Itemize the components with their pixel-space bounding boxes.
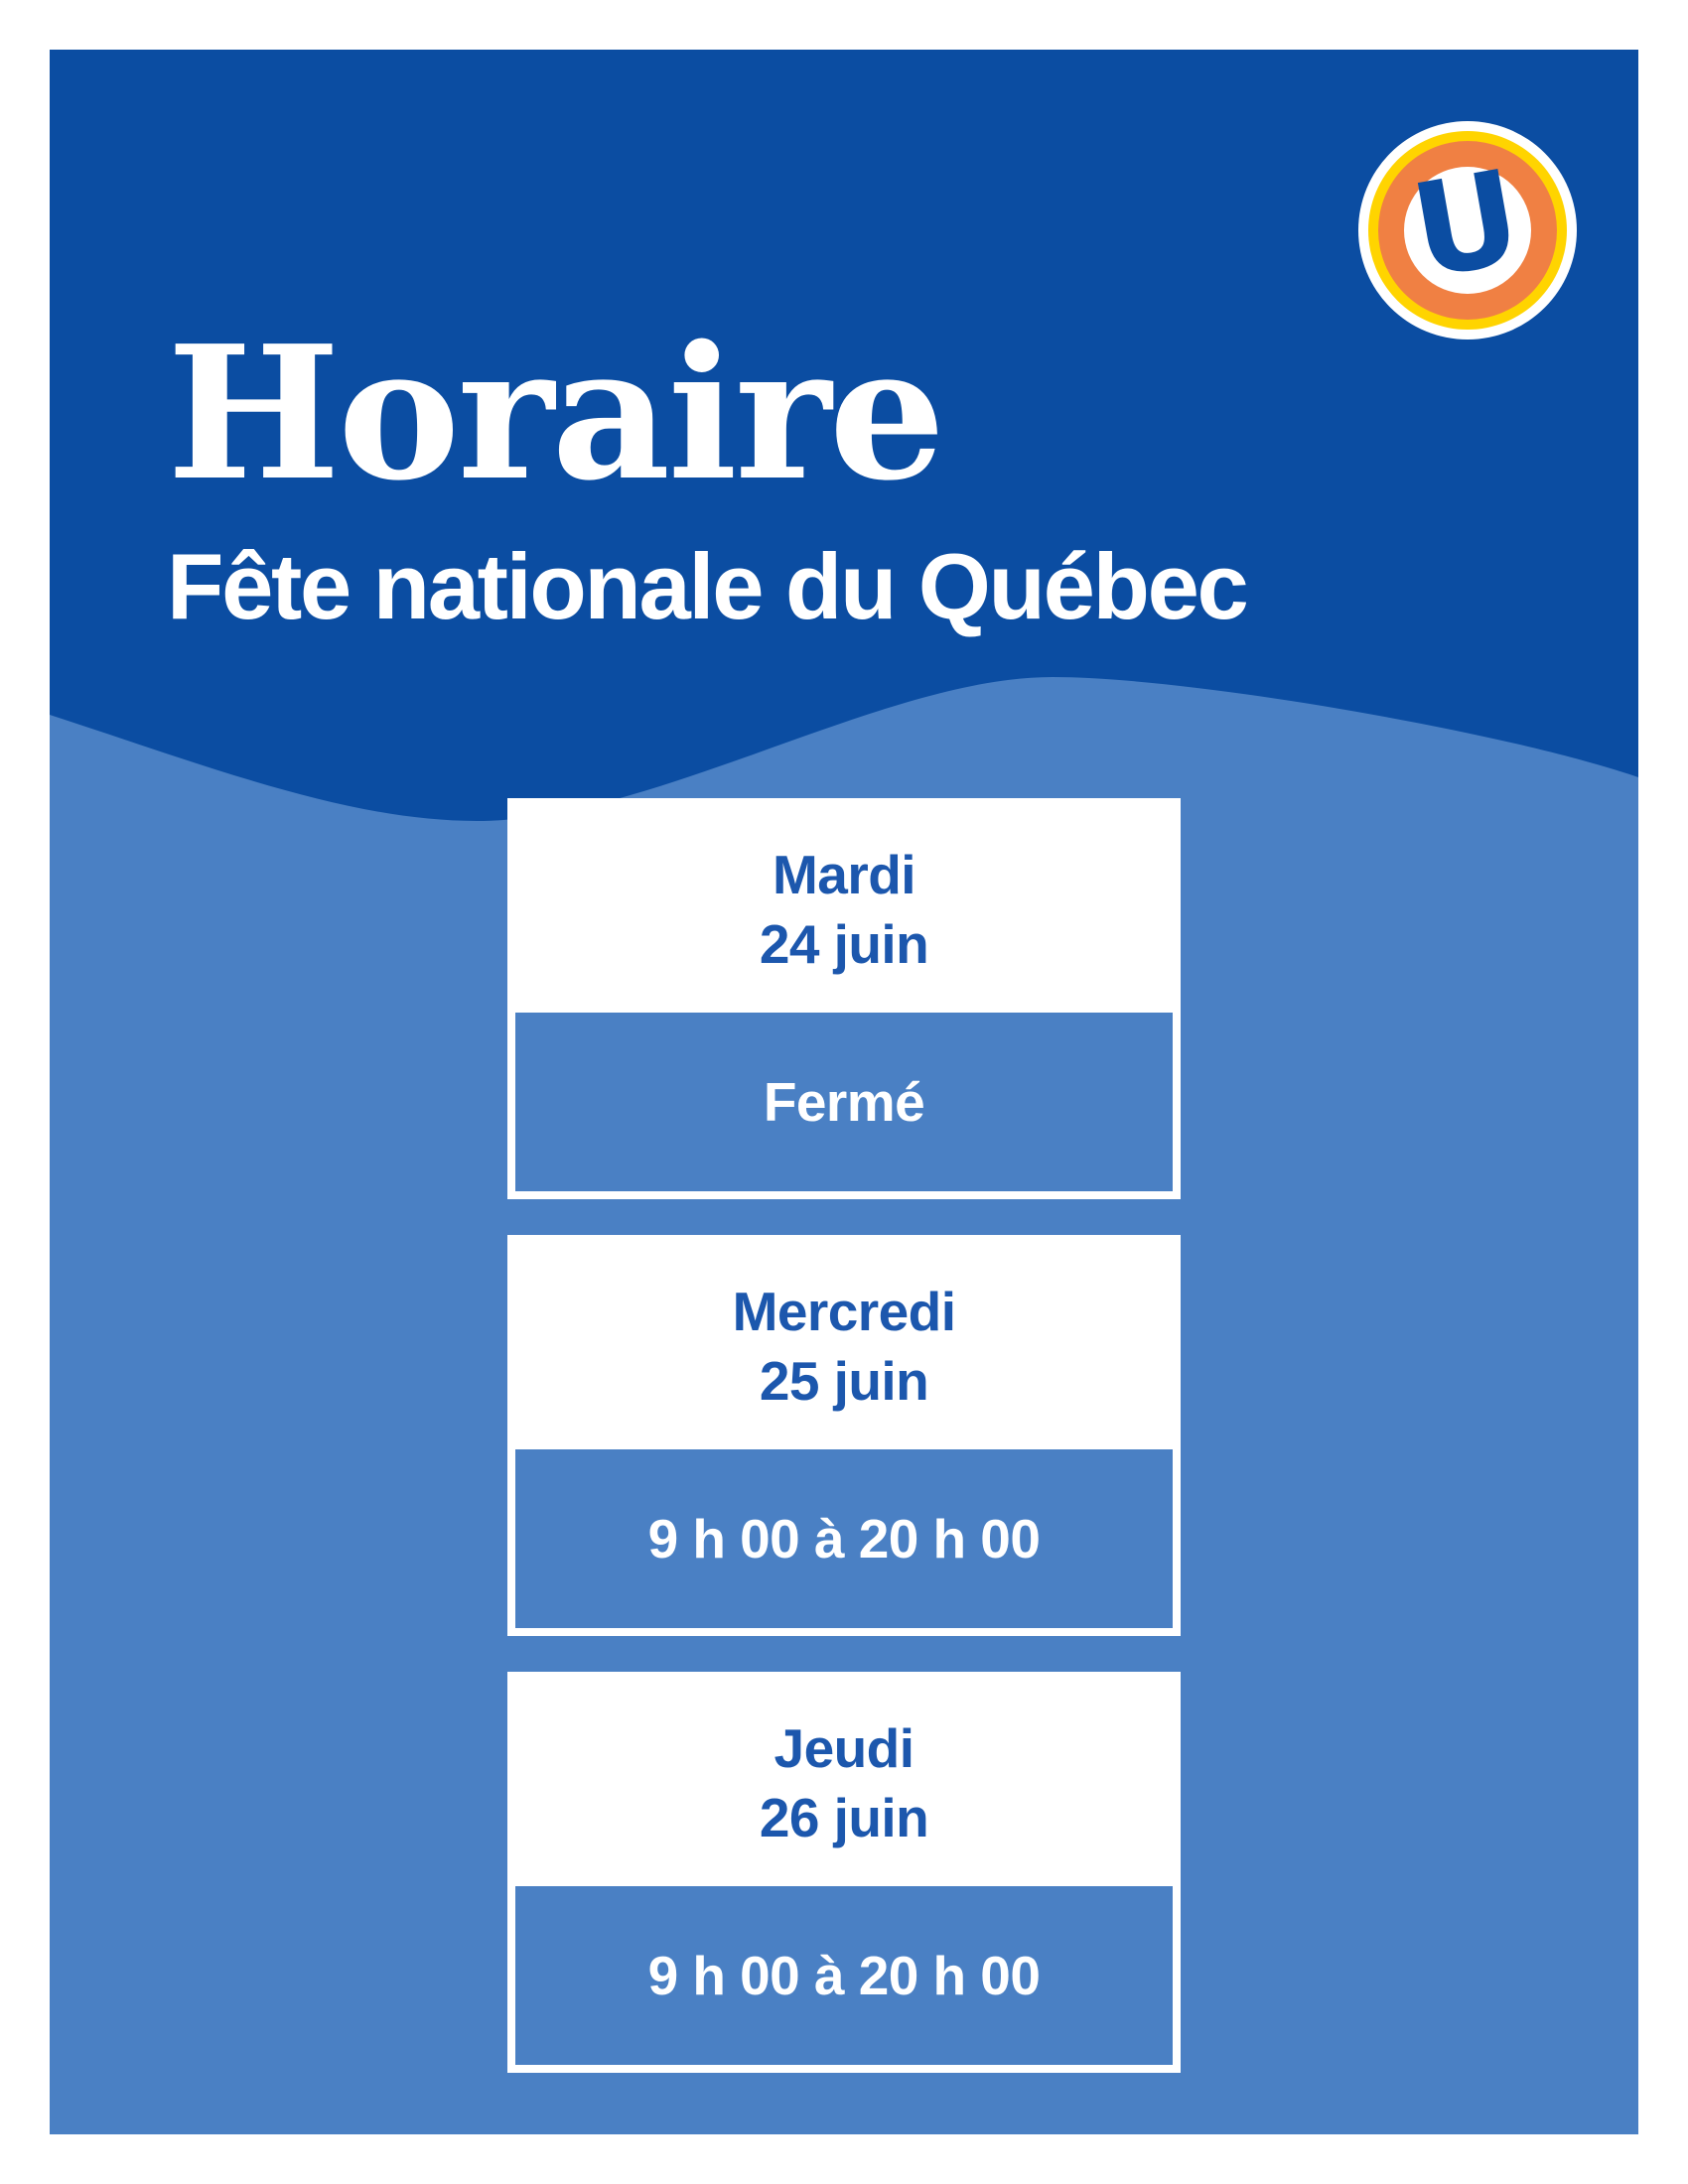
logo-u-icon: U <box>1401 141 1532 309</box>
hours-label: 9 h 00 à 20 h 00 <box>647 1507 1041 1570</box>
schedule-card-list <box>507 798 1181 2073</box>
logo-inner-disc <box>1401 141 1532 309</box>
hours-band <box>515 1449 1173 1628</box>
schedule-card-wednesday <box>507 1235 1181 1636</box>
day-label: Mercredi <box>732 1281 956 1342</box>
hours-band <box>515 1886 1173 2065</box>
day-label: Mardi <box>773 844 915 905</box>
schedule-card-tuesday <box>507 798 1181 1199</box>
page-title: Horaire <box>167 305 943 521</box>
card-day-section <box>515 1680 1173 1886</box>
store-logo <box>1358 121 1577 340</box>
schedule-card-thursday <box>507 1672 1181 2073</box>
date-label: 26 juin <box>759 1787 929 1848</box>
date-label: 24 juin <box>759 913 929 975</box>
hours-label: 9 h 00 à 20 h 00 <box>647 1944 1041 2006</box>
card-day-section <box>515 806 1173 1013</box>
card-day-section <box>515 1243 1173 1449</box>
hours-band <box>515 1013 1173 1191</box>
poster <box>50 50 1638 2134</box>
date-label: 25 juin <box>759 1350 929 1412</box>
day-label: Jeudi <box>774 1717 914 1779</box>
page-subtitle: Fête nationale du Québec <box>167 534 1247 638</box>
hours-label: Fermé <box>763 1070 925 1133</box>
